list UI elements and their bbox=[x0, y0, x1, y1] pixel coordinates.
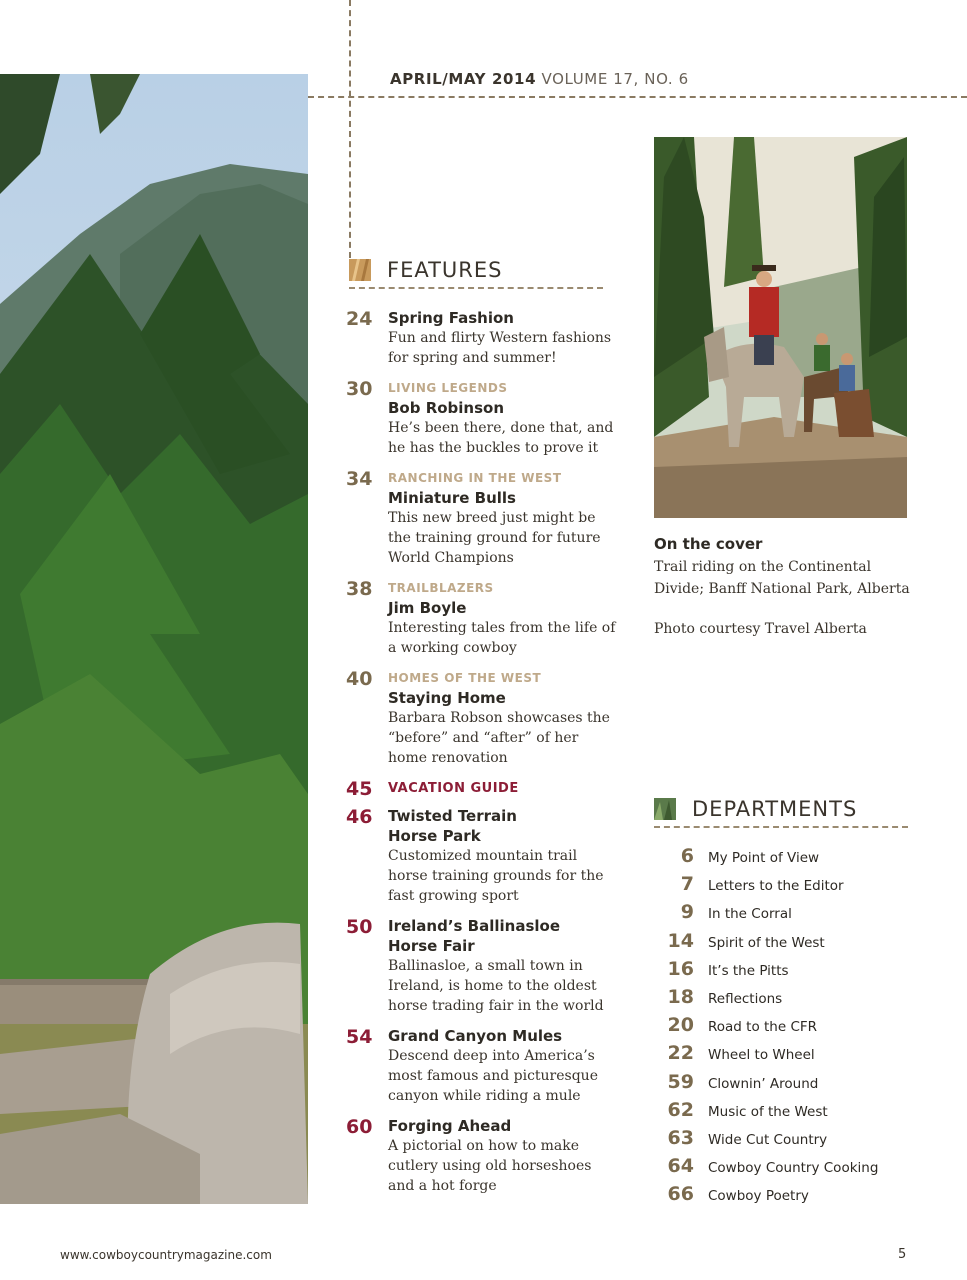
department-item[interactable] bbox=[650, 1099, 920, 1127]
department-item[interactable] bbox=[650, 1042, 920, 1070]
feature-item[interactable] bbox=[346, 308, 616, 368]
feature-category: TRAILBLAZERS bbox=[388, 581, 494, 595]
feature-desc: Fun and flirty Western fashions for spring and summer! bbox=[388, 330, 612, 366]
feature-desc: This new breed just might be the training ground for future World Champions bbox=[388, 510, 601, 566]
features-heading bbox=[349, 258, 502, 282]
departments-heading bbox=[654, 797, 857, 821]
page-number: 5 bbox=[898, 1247, 907, 1262]
department-item[interactable] bbox=[650, 930, 920, 958]
features-swatch-icon bbox=[349, 259, 371, 281]
feature-page: 34 bbox=[346, 468, 373, 490]
feature-category: VACATION GUIDE bbox=[388, 781, 519, 796]
department-page: 16 bbox=[667, 957, 694, 980]
features-title: FEATURES bbox=[387, 258, 503, 282]
feature-page: 30 bbox=[346, 378, 373, 400]
department-item[interactable] bbox=[650, 1155, 920, 1183]
cover-photo bbox=[654, 137, 907, 518]
department-label: Spirit of the West bbox=[708, 934, 825, 951]
department-label: Cowboy Country Cooking bbox=[708, 1160, 879, 1177]
department-page: 7 bbox=[680, 873, 694, 896]
department-page: 20 bbox=[667, 1014, 694, 1037]
feature-title: Ireland’s Ballinasloe Horse Fair bbox=[388, 917, 561, 955]
departments-list bbox=[650, 845, 920, 1211]
feature-page: 45 bbox=[346, 778, 373, 800]
feature-page: 40 bbox=[346, 668, 373, 690]
departments-swatch-icon bbox=[654, 798, 676, 820]
features-rule bbox=[349, 287, 603, 289]
feature-desc: Customized mountain trail horse training grounds for the fast growing sport bbox=[388, 848, 604, 904]
department-label: Letters to the Editor bbox=[708, 878, 844, 895]
department-item[interactable] bbox=[650, 1183, 920, 1211]
feature-title: Miniature Bulls bbox=[388, 489, 516, 507]
feature-title: Spring Fashion bbox=[388, 309, 514, 327]
department-item[interactable] bbox=[650, 1127, 920, 1155]
department-label: Wheel to Wheel bbox=[708, 1047, 815, 1064]
feature-item[interactable] bbox=[346, 806, 616, 906]
features-list bbox=[346, 308, 616, 1206]
feature-title: Forging Ahead bbox=[388, 1117, 512, 1135]
department-label: It’s the Pitts bbox=[708, 962, 789, 979]
feature-page: 54 bbox=[346, 1026, 373, 1048]
feature-title: Grand Canyon Mules bbox=[388, 1027, 563, 1045]
department-page: 9 bbox=[680, 901, 694, 924]
department-page: 6 bbox=[680, 845, 694, 867]
cover-text: Trail riding on the Continental Divide; Banff National Park, Alberta bbox=[654, 559, 910, 597]
feature-item[interactable] bbox=[346, 668, 616, 768]
department-label: Reflections bbox=[708, 990, 783, 1007]
feature-desc: Descend deep into America’s most famous and picturesque canyon while riding a mule bbox=[388, 1048, 598, 1104]
department-page: 59 bbox=[667, 1070, 694, 1093]
feature-page: 24 bbox=[346, 308, 373, 330]
feature-page: 60 bbox=[346, 1116, 373, 1138]
departments-rule bbox=[654, 826, 908, 828]
feature-item[interactable] bbox=[346, 1116, 616, 1196]
department-label: Road to the CFR bbox=[708, 1019, 818, 1036]
feature-page: 46 bbox=[346, 806, 373, 828]
feature-desc: Interesting tales from the life of a working cowboy bbox=[388, 620, 616, 656]
department-page: 63 bbox=[667, 1126, 694, 1149]
department-item[interactable] bbox=[650, 958, 920, 986]
issue-line bbox=[390, 70, 689, 88]
header-vertical-rule bbox=[349, 0, 351, 258]
department-page: 18 bbox=[667, 985, 694, 1008]
department-item[interactable] bbox=[650, 1071, 920, 1099]
feature-title: Bob Robinson bbox=[388, 399, 505, 417]
header-horizontal-rule bbox=[308, 96, 967, 98]
issue-volume: VOLUME 17, NO. 6 bbox=[541, 70, 689, 88]
feature-desc: He’s been there, done that, and he has the buckles to prove it bbox=[388, 420, 614, 456]
department-label: In the Corral bbox=[708, 906, 792, 923]
forest-photo bbox=[0, 74, 308, 1204]
feature-title: Staying Home bbox=[388, 689, 506, 707]
department-page: 22 bbox=[667, 1042, 694, 1065]
cover-heading: On the cover bbox=[654, 535, 763, 553]
department-item[interactable] bbox=[650, 873, 920, 901]
department-item[interactable] bbox=[650, 1014, 920, 1042]
footer-url[interactable]: www.cowboycountrymagazine.com bbox=[60, 1248, 272, 1262]
department-page: 66 bbox=[667, 1183, 694, 1206]
feature-page: 38 bbox=[346, 578, 373, 600]
department-item[interactable] bbox=[650, 901, 920, 929]
feature-desc: Ballinasloe, a small town in Ireland, is home to the oldest horse trading fair in the world bbox=[388, 958, 604, 1014]
department-label: Wide Cut Country bbox=[708, 1131, 828, 1148]
department-label: Cowboy Poetry bbox=[708, 1188, 809, 1205]
department-page: 62 bbox=[667, 1098, 694, 1121]
feature-item[interactable] bbox=[346, 468, 616, 568]
feature-item[interactable] bbox=[346, 378, 616, 458]
issue-date: APRIL/MAY 2014 bbox=[390, 70, 537, 88]
feature-title: Jim Boyle bbox=[388, 599, 467, 617]
feature-item[interactable] bbox=[346, 916, 616, 1016]
feature-page: 50 bbox=[346, 916, 373, 938]
department-item[interactable] bbox=[650, 845, 920, 873]
feature-category: RANCHING IN THE WEST bbox=[388, 471, 562, 485]
department-page: 14 bbox=[667, 929, 694, 952]
feature-item[interactable] bbox=[346, 578, 616, 658]
department-label: Music of the West bbox=[708, 1103, 828, 1120]
feature-category: LIVING LEGENDS bbox=[388, 381, 508, 395]
department-label: My Point of View bbox=[708, 850, 820, 866]
feature-item[interactable] bbox=[346, 1026, 616, 1106]
departments-title: DEPARTMENTS bbox=[692, 797, 858, 821]
feature-category: HOMES OF THE WEST bbox=[388, 671, 542, 685]
department-item[interactable] bbox=[650, 986, 920, 1014]
cover-credit: Photo courtesy Travel Alberta bbox=[654, 621, 867, 637]
department-page: 64 bbox=[667, 1155, 694, 1178]
feature-desc: A pictorial on how to make cutlery using old horseshoes and a hot forge bbox=[388, 1138, 592, 1194]
feature-item-vacation-guide[interactable] bbox=[346, 778, 616, 800]
department-label: Clownin’ Around bbox=[708, 1075, 819, 1092]
feature-desc: Barbara Robson showcases the “before” and “after” of her home renovation bbox=[388, 710, 610, 766]
feature-title: Twisted Terrain Horse Park bbox=[388, 807, 517, 845]
